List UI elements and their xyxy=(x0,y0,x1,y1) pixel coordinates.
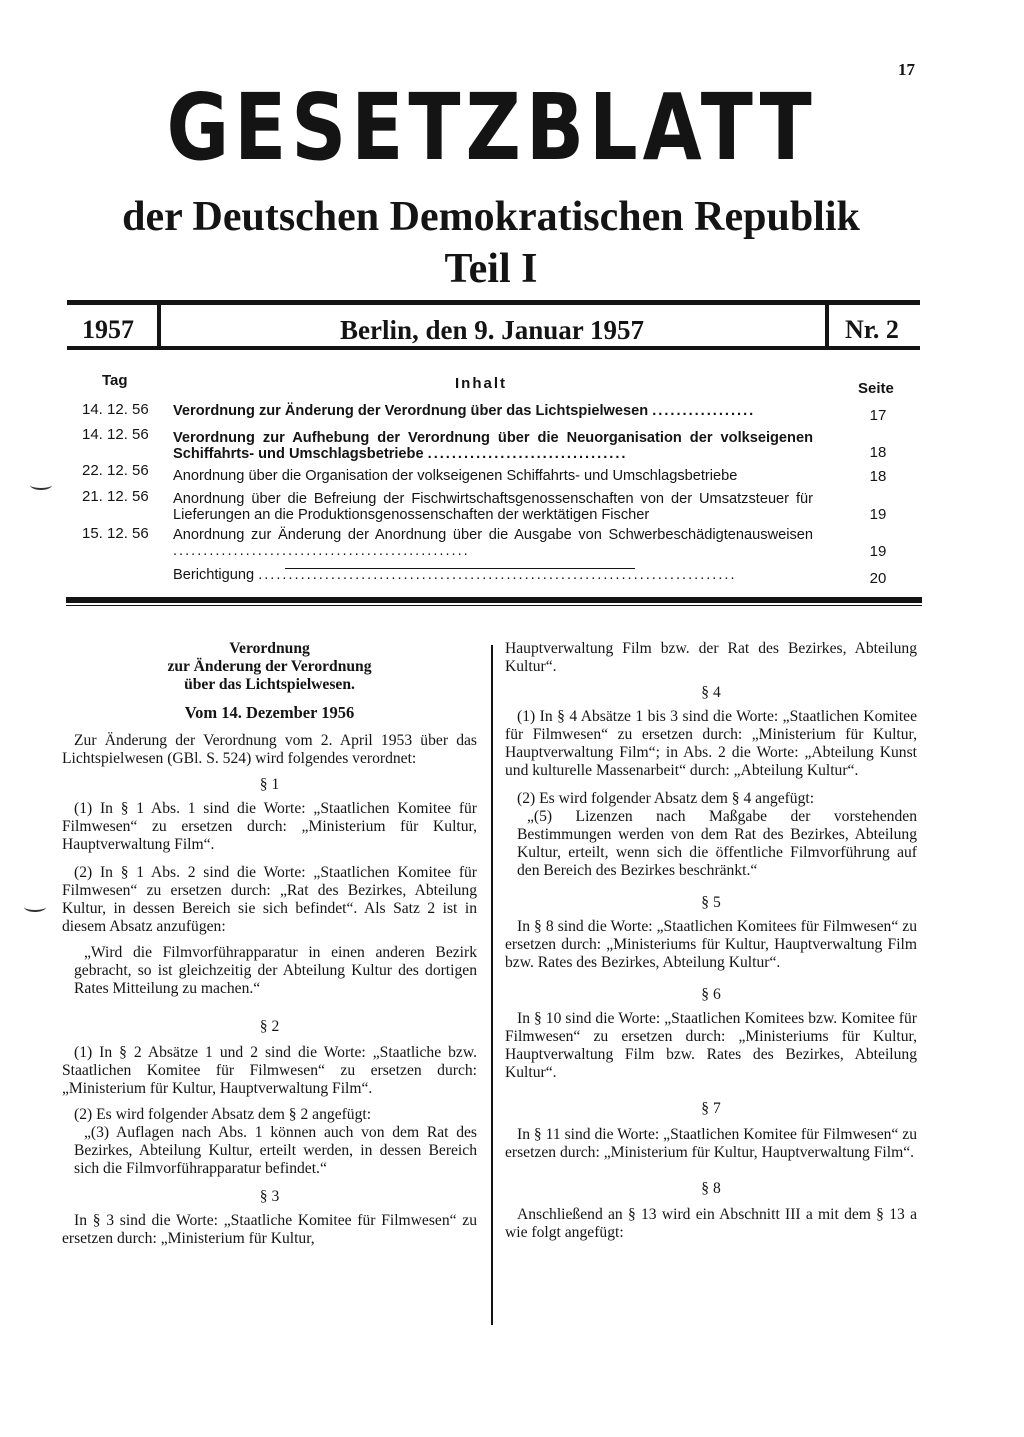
toc-title-header: Inhalt xyxy=(455,375,507,392)
toc-entry-title: Verordnung zur Aufhebung der Verordnung über die Neuorganisation der volkseigenen Schiffahrts- und Umschlagsbetriebe ................................. xyxy=(173,430,813,462)
decree-heading: Verordnung xyxy=(229,640,310,657)
paragraph: (1) In § 1 Abs. 1 sind die Worte: „Staatlichen Komitee für Filmwesen“ zu ersetzen durch: „Ministerium für Kultur, Hauptverwaltung Film“. xyxy=(62,800,477,853)
toc-entry-title: Anordnung über die Organisation der volkseigenen Schiffahrts- und Umschlagsbetriebe xyxy=(173,468,738,484)
section-heading: § 5 xyxy=(701,894,721,911)
toc-date-header: Tag xyxy=(102,372,128,389)
toc-entry-page: 19 xyxy=(869,506,887,523)
section-divider xyxy=(66,605,922,606)
masthead-subtitle: der Deutschen Demokratischen Republik xyxy=(122,194,860,240)
paragraph: Hauptverwaltung Film bzw. der Rat des Bezirkes, Abteilung Kultur“. xyxy=(505,640,917,675)
quoted-text: „Wird die Filmvorführapparatur in einen anderen Bezirk gebracht, so ist gleichzeitig der Abteilung Kultur des dortigen Rates Mitteilung zu machen.“ xyxy=(74,944,477,997)
quoted-text: „(5) Lizenzen nach Maßgabe der vorstehenden Bestimmungen werden von dem Rat des Bezirkes, Abteilung Kultur, erteilt, wenn sich die öffentliche Filmvorführung auf den Bereich des Bezirkes beschränkt.“ xyxy=(517,808,917,879)
paragraph: In § 10 sind die Worte: „Staatlichen Komitees bzw. Komitee für Filmwesen“ zu ersetzen durch: „Ministeriums für Kultur, Hauptverwaltung Film bzw. Rates des Bezirkes, Abteilung Kultur“. xyxy=(505,1010,917,1081)
paragraph: In § 11 sind die Worte: „Staatlichen Komitee für Filmwesen“ zu ersetzen durch: „Ministerium für Kultur, Hauptverwaltung Film“. xyxy=(505,1126,917,1161)
toc-entry-title: Anordnung zur Änderung der Anordnung über die Ausgabe von Schwerbeschädigtenausweisen ................................................. xyxy=(173,527,813,559)
paragraph: Anschließend an § 13 wird ein Abschnitt III a mit dem § 13 a wie folgt angefügt: xyxy=(505,1206,917,1241)
section-heading: § 8 xyxy=(701,1180,721,1197)
decree-date: Vom 14. Dezember 1956 xyxy=(184,703,355,722)
right-column xyxy=(505,640,917,1242)
paragraph: In § 8 sind die Worte: „Staatlichen Komitees für Filmwesen“ zu ersetzen durch: „Ministeriums für Kultur, Hauptverwaltung Film bzw. Rates des Bezirkes, Abteilung Kultur“. xyxy=(505,918,917,971)
issue-number: Nr. 2 xyxy=(845,315,899,344)
toc-entry-title: Anordnung über die Befreiung der Fischwirtschaftsgenossenschaften von der Umsatzsteuer für Lieferungen an die Produktionsgenossenschaften der werktätigen Fischer xyxy=(173,491,813,523)
section-heading: § 2 xyxy=(259,1018,280,1035)
toc-entry-title: Berichtigung ............................................................................... xyxy=(173,567,737,583)
section-heading: § 3 xyxy=(259,1188,280,1205)
section-heading: § 4 xyxy=(701,684,721,701)
decree-heading: zur Änderung der Verordnung xyxy=(167,658,372,675)
toc-entry-page: 18 xyxy=(869,468,887,485)
toc-entry-date: 14. 12. 56 xyxy=(82,426,149,443)
decree-heading: über das Lichtspielwesen. xyxy=(184,676,355,693)
toc-entry-date: 15. 12. 56 xyxy=(82,525,149,542)
section-divider xyxy=(66,597,922,603)
decree-intro: Zur Änderung der Verordnung vom 2. April 1953 über das Lichtspielwesen (GBl. S. 524) wird folgendes verordnet: xyxy=(62,732,477,767)
paragraph: (1) In § 2 Absätze 1 und 2 sind die Worte: „Staatliche bzw. Staatlichen Komitee für Filmwesen“ zu ersetzen durch: „Ministerium für Kultur, Hauptverwaltung Film“. xyxy=(62,1044,477,1097)
issue-date: Berlin, den 9. Januar 1957 xyxy=(339,315,645,345)
column-divider xyxy=(491,645,493,1325)
toc-entry-page: 19 xyxy=(869,543,887,560)
header-divider xyxy=(157,300,161,350)
header-divider xyxy=(825,300,829,350)
section-heading: § 7 xyxy=(701,1100,721,1117)
paragraph: (2) Es wird folgender Absatz dem § 4 angefügt: xyxy=(517,790,815,807)
quoted-text: „(3) Auflagen nach Abs. 1 können auch von dem Rat des Bezirkes, Abteilung Kultur, erteilt werden, in dessen Bereich sich die Filmvorführapparatur befindet.“ xyxy=(74,1124,477,1177)
page-number: 17 xyxy=(898,60,915,79)
section-heading: § 6 xyxy=(701,986,721,1003)
left-column xyxy=(62,640,477,1248)
toc-entry-title: Verordnung zur Änderung der Verordnung über das Lichtspielwesen ................. xyxy=(173,403,756,419)
toc-entry-page: 20 xyxy=(869,570,887,587)
toc-page-header: Seite xyxy=(858,380,894,397)
margin-mark xyxy=(24,902,46,912)
toc-entry-page: 18 xyxy=(869,444,887,461)
issue-year: 1957 xyxy=(82,315,134,344)
paragraph: (2) In § 1 Abs. 2 sind die Worte: „Staatlichen Komitee für Filmwesen“ zu ersetzen durch: „Rat des Bezirkes, Abteilung Kultur, in dessen Bereich sie sich befindet“. Als Satz 2 ist in diesem Absatz anzufügen: xyxy=(62,864,477,935)
toc-entry-date: 22. 12. 56 xyxy=(82,462,149,479)
masthead-title: GESETZBLATT xyxy=(166,74,817,181)
toc-entry-date: 21. 12. 56 xyxy=(82,488,149,505)
masthead-part: Teil I xyxy=(444,246,538,292)
toc-entry-page: 17 xyxy=(869,407,887,424)
margin-mark xyxy=(30,480,52,490)
section-heading: § 1 xyxy=(259,776,280,793)
issue-header xyxy=(67,300,920,350)
paragraph: In § 3 sind die Worte: „Staatliche Komitee für Filmwesen“ zu ersetzen durch: „Ministerium für Kultur, xyxy=(62,1212,477,1247)
paragraph: (1) In § 4 Absätze 1 bis 3 sind die Worte: „Staatlichen Komitee für Filmwesen“ zu ersetzen durch: „Ministerium für Kultur, Hauptverwaltung Film“; in Abs. 2 die Worte: „Abteilung Kunst und kulturelle Massenarbeit“ durch: „Abteilung Kultur“. xyxy=(505,708,917,779)
toc-entry-date: 14. 12. 56 xyxy=(82,401,149,418)
paragraph: (2) Es wird folgender Absatz dem § 2 angefügt: xyxy=(74,1106,372,1123)
